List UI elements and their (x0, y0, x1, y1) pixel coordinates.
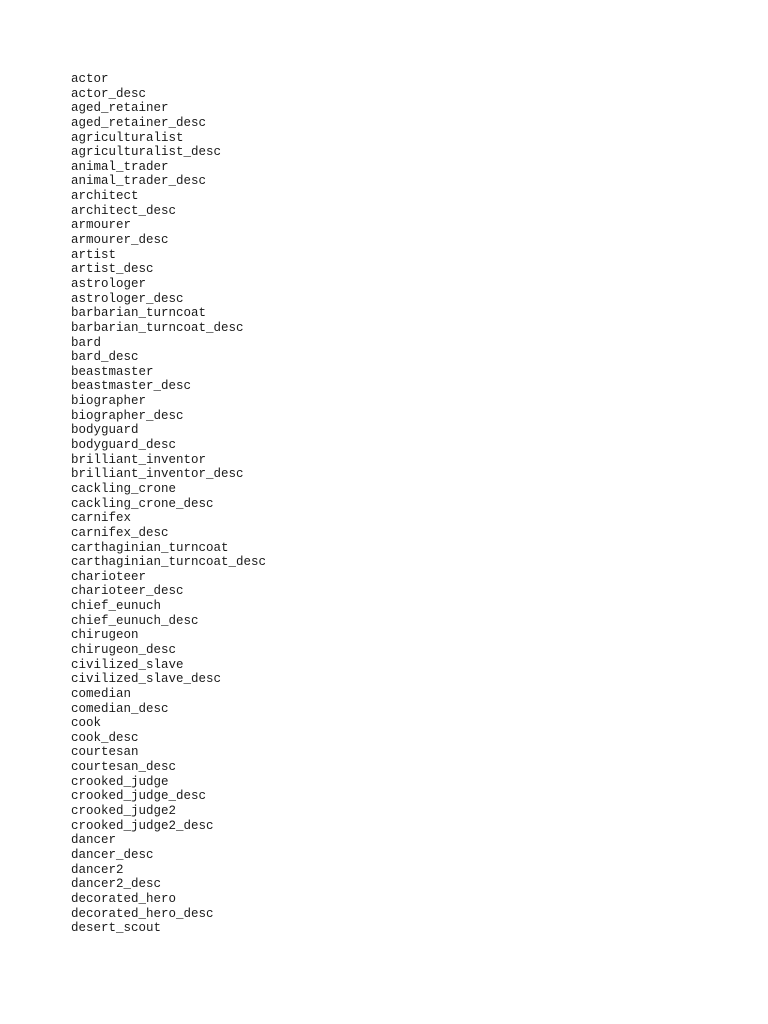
list-item: bodyguard_desc (71, 438, 177, 453)
list-item: courtesan (71, 745, 139, 760)
list-item: crooked_judge2_desc (71, 818, 214, 833)
list-item: crooked_judge (71, 774, 169, 789)
list-item: barbarian_turncoat_desc (71, 320, 244, 335)
list-item: beastmaster_desc (71, 379, 192, 394)
list-item: biographer_desc (71, 408, 184, 423)
list-item: architect (71, 189, 139, 204)
list-item: crooked_judge2 (71, 804, 177, 819)
list-item: cook_desc (71, 730, 139, 745)
list-item: cackling_crone_desc (71, 496, 214, 511)
list-item: artist (71, 247, 117, 262)
list-item: armourer (71, 218, 132, 233)
list-item: carnifex_desc (71, 525, 169, 540)
list-item: cook (71, 716, 102, 731)
list-item: aged_retainer (71, 101, 169, 116)
list-item: brilliant_inventor (71, 452, 207, 467)
list-item: civilized_slave_desc (71, 672, 222, 687)
list-item: dancer2_desc (71, 877, 162, 892)
list-item: comedian (71, 686, 132, 701)
list-item: carnifex (71, 511, 132, 526)
list-item: cackling_crone (71, 481, 177, 496)
list-item: biographer (71, 394, 147, 409)
list-item: bard (71, 335, 102, 350)
list-item: animal_trader (71, 159, 169, 174)
list-item: dancer2 (71, 862, 124, 877)
list-item: chirugeon (71, 628, 139, 643)
list-item: decorated_hero (71, 891, 177, 906)
list-item: agriculturalist_desc (71, 145, 222, 160)
list-item: chief_eunuch_desc (71, 613, 199, 628)
list-item: desert_scout (71, 921, 162, 936)
list-item: carthaginian_turncoat (71, 540, 229, 555)
list-item: crooked_judge_desc (71, 789, 207, 804)
entry-list (71, 72, 266, 936)
list-item: bard_desc (71, 350, 139, 365)
list-item: brilliant_inventor_desc (71, 467, 244, 482)
list-item: artist_desc (71, 262, 154, 277)
list-item: charioteer_desc (71, 584, 184, 599)
list-item: actor (71, 72, 109, 86)
list-item: carthaginian_turncoat_desc (71, 555, 267, 570)
list-item: armourer_desc (71, 233, 169, 248)
list-item: decorated_hero_desc (71, 906, 214, 921)
list-item: comedian_desc (71, 701, 169, 716)
list-item: aged_retainer_desc (71, 115, 207, 130)
list-item: architect_desc (71, 203, 177, 218)
list-item: chirugeon_desc (71, 642, 177, 657)
list-item: animal_trader_desc (71, 174, 207, 189)
list-item: beastmaster (71, 364, 154, 379)
list-item: barbarian_turncoat (71, 306, 207, 321)
list-item: charioteer (71, 569, 147, 584)
list-item: actor_desc (71, 86, 147, 101)
list-item: courtesan_desc (71, 760, 177, 775)
list-item: agriculturalist (71, 130, 184, 145)
list-item: dancer (71, 833, 117, 848)
list-item: astrologer_desc (71, 291, 184, 306)
list-item: astrologer (71, 276, 147, 291)
list-item: civilized_slave (71, 657, 184, 672)
list-item: bodyguard (71, 423, 139, 438)
list-item: chief_eunuch (71, 599, 162, 614)
list-item: dancer_desc (71, 847, 154, 862)
